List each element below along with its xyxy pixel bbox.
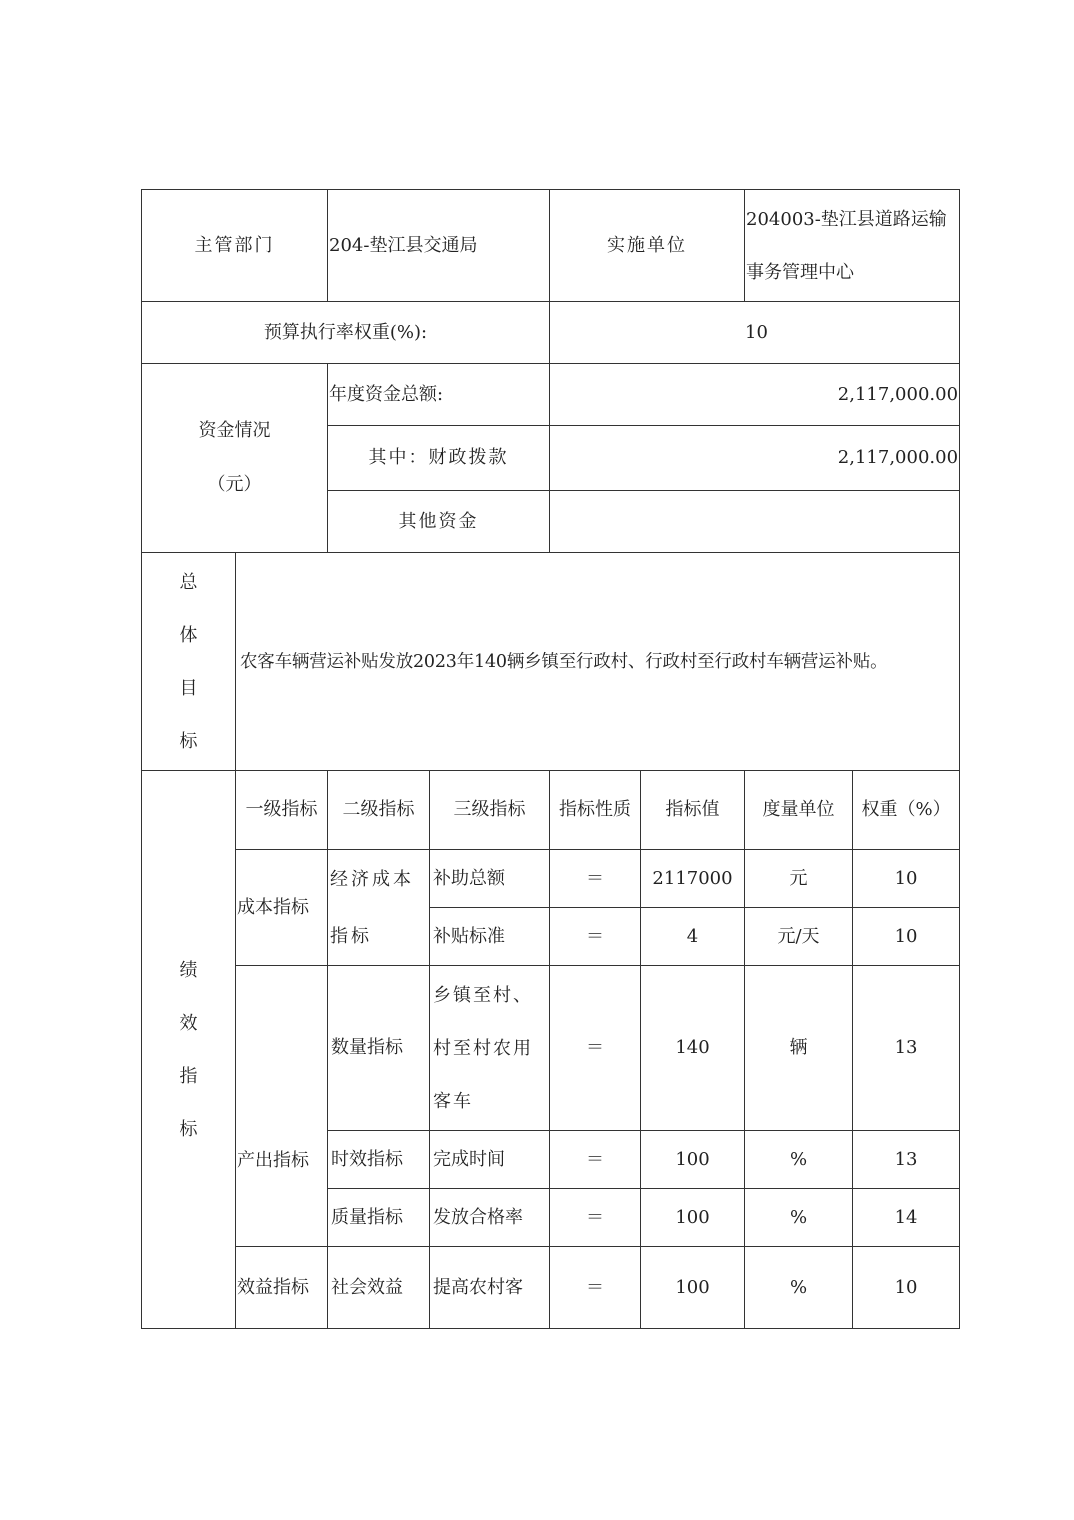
fiscal-funds-value: 2,117,000.00 [550,426,960,491]
perf-label-cell [142,771,236,1329]
perf-label: 绩效指标 [179,959,198,1140]
budget-row [142,302,960,364]
benefit-row1-value: 100 [641,1247,745,1329]
header-unit: 度量单位 [745,771,853,850]
cost-row2-value: 4 [641,908,745,966]
benefit-row1-weight: 10 [853,1247,960,1329]
goal-label: 总体目标 [179,571,198,752]
header-weight: 权重（%） [853,771,960,850]
output-row1-unit: 辆 [745,966,853,1131]
fiscal-funds-label: 其中：财政拨款 [328,426,550,491]
budget-weight-value: 10 [550,302,960,364]
output-row1-weight: 13 [853,966,960,1131]
output-row2-nature: ＝ [550,1131,641,1189]
cost-row1-unit: 元 [745,850,853,908]
goal-row [142,553,960,771]
funds-label-line2: （元） [207,474,262,495]
cost-row1-value: 2117000 [641,850,745,908]
funds-annual-row [142,364,960,426]
output-row2-value: 100 [641,1131,745,1189]
budget-weight-label: 预算执行率权重(%): [142,302,550,364]
output-row2-unit: % [745,1131,853,1189]
output-row3-weight: 14 [853,1189,960,1247]
goal-label-cell [142,553,236,771]
cost-row1-weight: 10 [853,850,960,908]
unit-value: 204003-垫江县道路运输事务管理中心 [745,190,960,302]
output-row3-unit: % [745,1189,853,1247]
output-l1: 产出指标 [236,966,328,1247]
table-row [142,966,960,1131]
header-level2: 二级指标 [328,771,430,850]
cost-l1: 成本指标 [236,850,328,966]
other-funds-label: 其他资金 [328,491,550,553]
cost-row2-l3: 补贴标准 [430,908,550,966]
output-row3-l3: 发放合格率 [430,1189,550,1247]
header-value: 指标值 [641,771,745,850]
output-row2-weight: 13 [853,1131,960,1189]
dept-value: 204-垫江县交通局 [328,190,550,302]
cost-l2: 经济成本指标 [328,850,430,966]
header-nature: 指标性质 [550,771,641,850]
cost-row1-nature: ＝ [550,850,641,908]
table-row [142,850,960,908]
output-row1-l2: 数量指标 [328,966,430,1131]
output-row2-l2: 时效指标 [328,1131,430,1189]
benefit-row1-l3: 提高农村客 [430,1247,550,1329]
output-row1-value: 140 [641,966,745,1131]
output-row3-l2: 质量指标 [328,1189,430,1247]
output-row1-l3: 乡镇至村、村至村农用客车 [430,966,550,1131]
table-row [142,1247,960,1329]
dept-label: 主管部门 [142,190,328,302]
cost-row2-unit: 元/天 [745,908,853,966]
benefit-row1-nature: ＝ [550,1247,641,1329]
benefit-row1-unit: % [745,1247,853,1329]
cost-row2-nature: ＝ [550,908,641,966]
funds-label [142,364,328,553]
performance-target-table [141,189,960,1329]
performance-target-sheet [141,189,959,1328]
output-row3-nature: ＝ [550,1189,641,1247]
benefit-row1-l2: 社会效益 [328,1247,430,1329]
other-funds-value [550,491,960,553]
unit-label: 实施单位 [550,190,745,302]
output-row2-l3: 完成时间 [430,1131,550,1189]
output-row3-value: 100 [641,1189,745,1247]
header-level1: 一级指标 [236,771,328,850]
cost-row2-weight: 10 [853,908,960,966]
header-row [142,190,960,302]
funds-label-line1: 资金情况 [198,420,271,441]
annual-funds-value: 2,117,000.00 [550,364,960,426]
output-row1-nature: ＝ [550,966,641,1131]
goal-text: 农客车辆营运补贴发放2023年140辆乡镇至行政村、行政村至行政村车辆营运补贴。 [236,553,960,771]
benefit-l1: 效益指标 [236,1247,328,1329]
annual-funds-label: 年度资金总额: [328,364,550,426]
header-level3: 三级指标 [430,771,550,850]
cost-row1-l3: 补助总额 [430,850,550,908]
perf-header-row [142,771,960,850]
